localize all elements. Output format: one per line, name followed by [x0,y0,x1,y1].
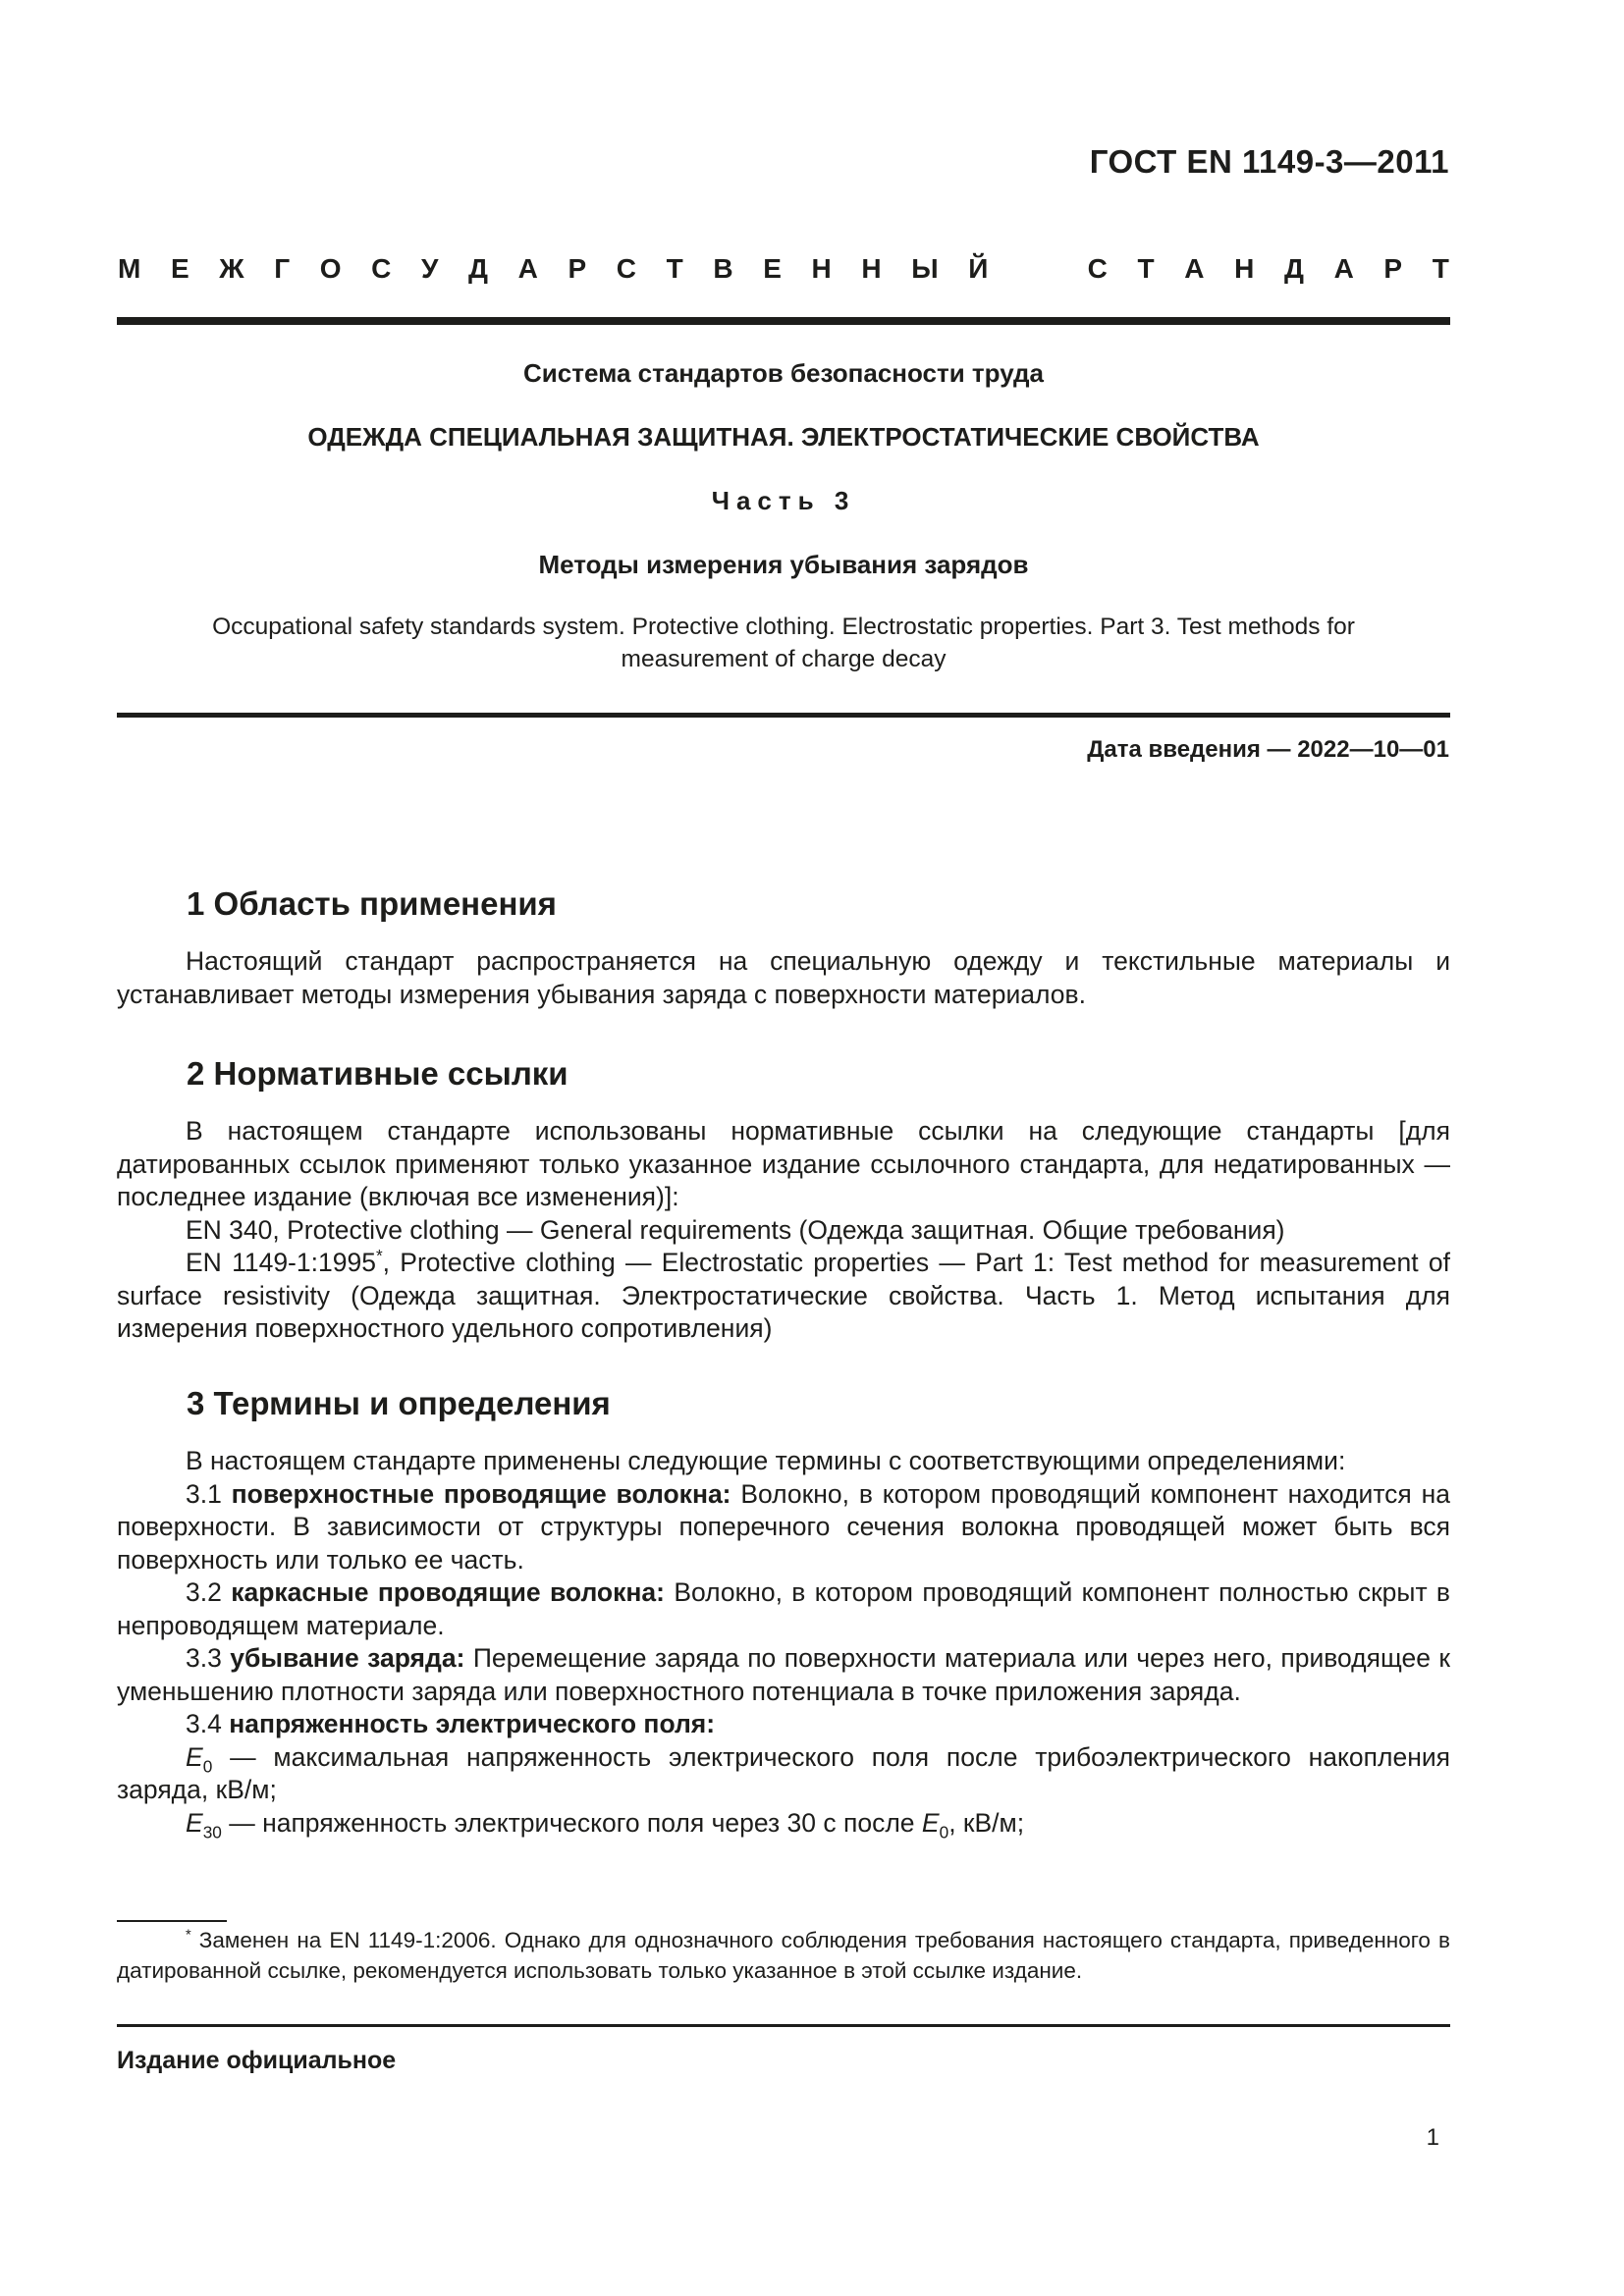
reference-text: , Protective clothing — Electrostatic properties — Part 1: Test method for measurement of surface resistivity (Одежда защитная. Электростатические свойства. Часть 1. Метод испытания для измерения поверхностного удельного сопротивления) [117,1248,1450,1343]
subtitle: Методы измерения убывания зарядов [538,550,1029,579]
term-number: 3.2 [186,1577,222,1607]
section1-text: Настоящий стандарт распространяется на специальную одежду и текстильные материалы и устанавливает методы измерения убывания заряда с поверхности материалов. [117,946,1450,1009]
category-letter: Ж [219,253,244,284]
category-letter: Р [1383,253,1403,284]
category-letter: С [1087,253,1108,284]
category-letter: Н [861,253,882,284]
category-letter: Е [763,253,782,284]
section1-heading: 1 Область применения [187,885,557,922]
symbol-definition: — напряженность электрического поля через 30 с после [221,1807,922,1838]
term-3-2 [117,1576,1450,1642]
header-rule [117,317,1450,325]
symbol-unit: , кВ/м; [948,1807,1025,1838]
introduction-date: Дата введения — 2022—10—01 [1087,736,1449,763]
category-letter: А [1333,253,1354,284]
term-name: поверхностные проводящие волокна: [231,1478,731,1509]
category-letter: Й [968,253,989,284]
symbol-subscript: 0 [939,1821,949,1842]
category-letter: Т [1432,253,1449,284]
title-rule [117,713,1450,718]
category-letter: О [319,253,342,284]
symbol-e0 [117,1741,1450,1807]
english-title-line1: Occupational safety standards system. Protective clothing. Electrostatic properties. Part 3. Test methods for [212,614,1355,640]
category-letter: Р [568,253,587,284]
english-title [117,611,1450,675]
reference-en1149-1 [117,1247,1450,1346]
term-name: каркасные проводящие волокна: [231,1577,665,1607]
category-gap [1018,253,1057,285]
category-letter: С [371,253,392,284]
footnote-rule [117,1920,227,1922]
category-letter: Ы [911,253,939,284]
symbol: E [186,1807,203,1838]
reference-code: EN 1149-1:1995 [186,1248,376,1277]
footer-rule [117,2024,1450,2027]
symbol-definition: — максимальная напряженность электрического поля после трибоэлектрического накопления заряда, кВ/м; [117,1741,1450,1804]
category-letter: Т [1137,253,1155,284]
category-letter: Д [1283,253,1304,284]
section3-intro: В настоящем стандарте применены следующие термины с соответствующими определениями: [186,1446,1346,1475]
section2-body [117,1115,1450,1346]
symbol-e30 [117,1807,1450,1841]
term-name: убывание заряда: [230,1643,465,1673]
category-letter: М [118,253,141,284]
term-3-1 [117,1478,1450,1577]
part-title: Часть 3 [711,486,856,515]
english-title-line2: measurement of charge decay [621,646,947,672]
standard-category [118,253,1449,285]
symbol: E [921,1807,940,1838]
term-number: 3.3 [186,1643,222,1673]
official-edition: Издание официальное [117,2047,397,2074]
category-letter: У [420,253,439,284]
term-name: напряженность электрического поля: [229,1709,716,1738]
category-letter: А [517,253,538,284]
section3-heading: 3 Термины и определения [187,1385,611,1421]
main-title: ОДЕЖДА СПЕЦИАЛЬНАЯ ЗАЩИТНАЯ. ЭЛЕКТРОСТАТИЧЕСКИЕ СВОЙСТВА [307,422,1260,452]
symbol-subscript: 30 [202,1821,222,1842]
section2-heading: 2 Нормативные ссылки [187,1055,568,1092]
term-3-4 [117,1708,1450,1741]
footnote-text: Заменен на EN 1149-1:2006. Однако для однозначного соблюдения требования настоящего стандарта, приведенного в датированной ссылке, рекомендуется использовать только указанное в этой ссылке издание. [117,1928,1450,1983]
category-letter: Н [1234,253,1255,284]
reference-en340: EN 340, Protective clothing — General requirements (Одежда защитная. Общие требования) [186,1214,1285,1245]
term-definition: Волокно, в котором проводящий компонент находится на поверхности. В зависимости от структуры поперечного сечения волокна проводящей может быть вся поверхность или только ее часть. [117,1478,1450,1575]
system-title: Система стандартов безопасности труда [523,358,1044,388]
category-letter: Т [666,253,683,284]
category-letter: С [616,253,636,284]
footnote-mark: * [186,1927,191,1944]
term-number: 3.1 [186,1478,222,1509]
section2-intro: В настоящем стандарте использованы нормативные ссылки на следующие стандарты [для датированных ссылок применяют только указанное издание ссылочного стандарта, для недатированных — последнее издание (включая все изменения)]: [117,1116,1450,1211]
page-number: 1 [1426,2124,1439,2151]
category-letter: Г [274,253,291,284]
category-letter: А [1184,253,1205,284]
category-letter: Е [170,253,189,284]
footnote-mark: * [375,1246,383,1266]
category-letter: Н [811,253,832,284]
term-number: 3.4 [186,1709,222,1738]
term-definition: Волокно, в котором проводящий компонент полностью скрыт в непроводящем материале. [117,1577,1450,1640]
symbol-subscript: 0 [202,1755,213,1776]
term-3-3 [117,1642,1450,1708]
category-letter: Д [468,253,488,284]
section3-body [117,1445,1450,1840]
standard-number: ГОСТ EN 1149-3—2011 [1089,143,1449,180]
symbol: E [186,1741,203,1772]
term-definition: Перемещение заряда по поверхности материала или через него, приводящее к уменьшению плотности заряда или поверхностного потенциала в точке приложения заряда. [117,1643,1450,1706]
footnote [117,1925,1450,1986]
section1-body [117,945,1450,1011]
category-letter: В [713,253,733,284]
